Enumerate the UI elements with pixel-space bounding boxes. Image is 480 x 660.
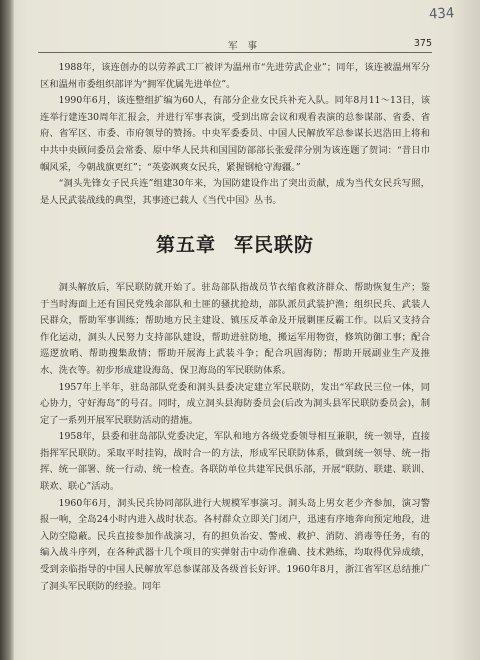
chapter-heading <box>40 234 430 257</box>
chapter-title: 军民联防 <box>234 234 315 257</box>
book-spine-shadow <box>0 0 14 660</box>
body-paragraph: 1960年6月，洞头民兵协同部队进行大规模军事演习。洞头岛上男女老少齐参加，演习警报一响，全岛24小时内进入战时状态。各村群众立即关门闭户，迅速有序地奔向预定地段，进入防空隐蔽。民兵直接参加作战演习，有的担负治安、警戒、救护、消防、消毒等任务，有的编入战斗序列，在各种武器十几个项目的实弹射击中动作准确、技术熟练，均取得优异成绩，受到亲临指导的中国人民解放军总参谋部及各级首长好评。1960年8月，浙江省军区总结推广了洞头军民联防的经验。同年 <box>40 497 430 592</box>
body-paragraph: “洞头先锋女子民兵连”组建30年来，为国防建设作出了突出贡献，成为当代女民兵写照，是人民武装战线的典型，其事迹已载人《当代中国》丛书。 <box>40 178 430 206</box>
running-title: 军事 <box>228 41 268 52</box>
handwritten-page-note: 434 <box>428 5 455 23</box>
body-paragraph: 1957年上半年，驻岛部队党委和洞头县委决定建立军民联防，发出“军政民三位一体，同心协力，守好海岛”的号召。同时，成立洞头县海防委员会(后改为洞头县军民联防委员会)，制定了一系列开展军民联防活动的措施。 <box>40 381 430 426</box>
body-paragraph: 1990年6月，该连整组扩编为60人，有部分企业女民兵补充入队。同年8月11～13日，该连举行建连30周年汇报会，并进行军事表演，受到出席会议和观看表演的总参谋部、省委、省府、省军区、市委、市府领导的赞扬。中央军委委员、中国人民解放军总参谋长迟浩田上将和中共中央顾问委员会常委、原中华人民共和国国防部部长张爱萍分别为该连题了贺词：“昔日巾帼风采，今朝战旗更红”；“英姿飒爽女民兵，紧握钢枪守海疆。” <box>40 95 430 173</box>
body-paragraph: 1988年，该连创办的以劳养武工厂被评为温州市“先进劳武企业”；同年，该连被温州军分区和温州市委组织部评为“拥军优属先进单位”。 <box>40 62 430 90</box>
page-number: 375 <box>413 38 432 49</box>
page-body <box>40 60 430 595</box>
running-header <box>38 36 432 53</box>
body-paragraph: 洞头解放后，军民联防就开始了。驻岛部队指战员节衣缩食救济群众、帮助恢复生产；鉴于当时海面上还有国民党残余部队和土匪的骚扰抢劫，部队派员武装护渔；组织民兵、武装人民群众，帮助军事训练；帮助地方民主建设、镇压反革命及开展剿匪反霸工作。以后又支持合作化运动，洞头人民努力支持部队建设，帮助进驻防地，搬运军用物资，修筑防御工事；配合巡逻放哨、帮助搜集敌情；帮助开展海上武装斗争；配合巩固海防；帮助开展副业生产及推水、洗衣等。初步形成建设海岛、保卫海岛的军民联防体系。 <box>40 281 430 376</box>
chapter-number: 第五章 <box>155 234 216 257</box>
body-paragraph: 1958年，县委和驻岛部队党委决定，军队和地方各级党委领导相互兼职，统一领导，直接指挥军民联防。采取平时挂钩，战时合一的方法，形成军民联防体系，做到统一领导、统一指挥、统一部署、统一行动、统一检查。各联防单位共建军民俱乐部，开展“联防、联建、联训、联欢、联心”活动。 <box>40 431 430 493</box>
